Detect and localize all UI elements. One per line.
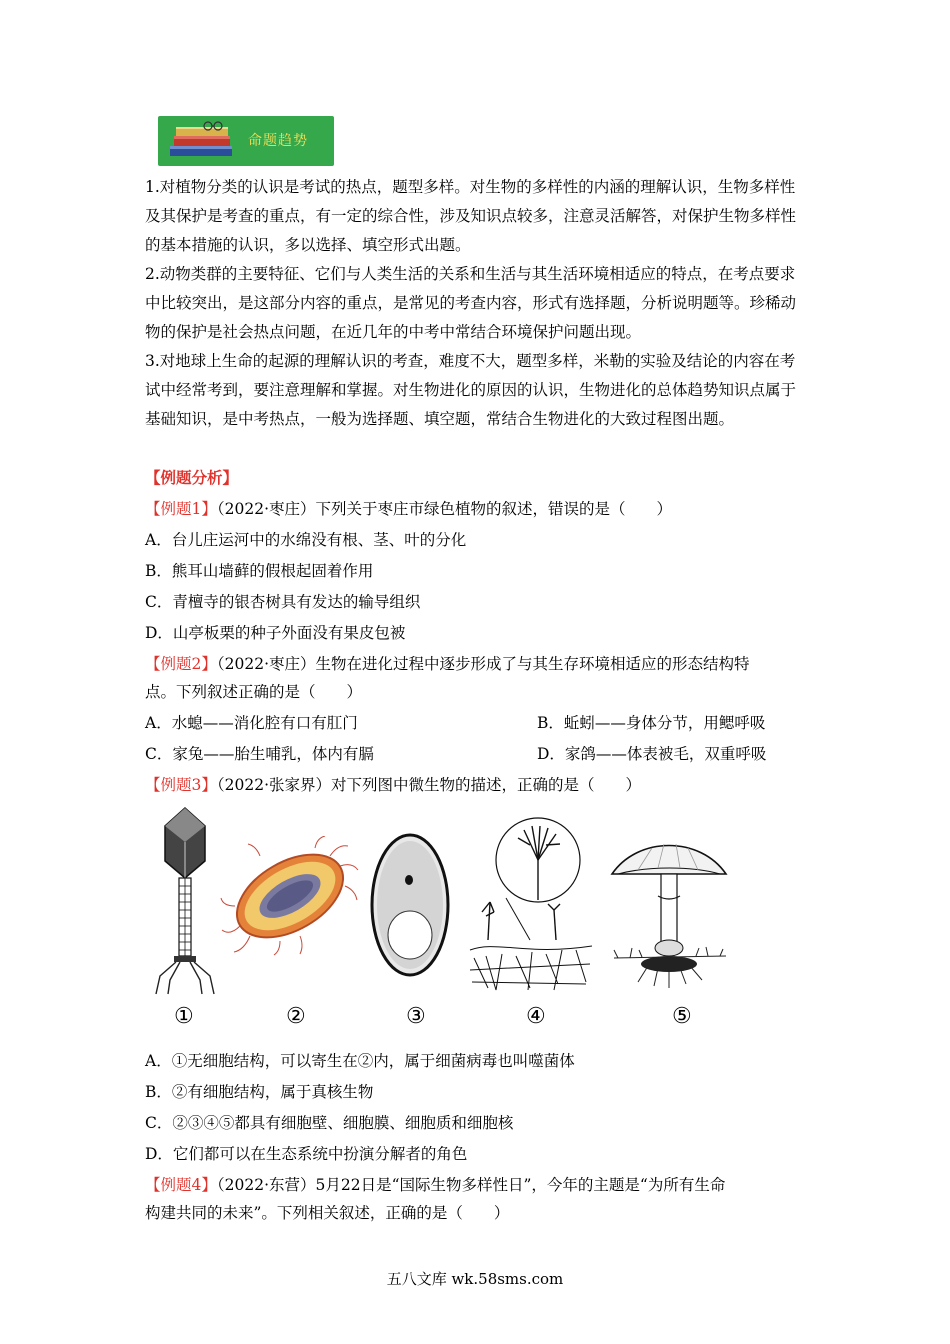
question-1-option-b: B．熊耳山墙藓的假根起固着作用: [145, 562, 374, 580]
mold-image: [466, 800, 596, 996]
question-4-text-line2: 构建共同的未来”。下列相关叙述，正确的是（ ）: [145, 1204, 510, 1222]
question-2-text-line1: （2022·枣庄）生物在进化过程中逐步形成了与其生存环境相适应的形态结构特: [216, 655, 750, 673]
question-3-option-b: B．②有细胞结构，属于真核生物: [145, 1083, 374, 1101]
trend-paragraph-3: 3.对地球上生命的起源的理解认识的考查，难度不大，题型多样，米勒的实验及结论的内容在考试中经常考到，要注意理解和掌握。对生物进化的原因的认识，生物进化的总体趋势知识点属于基础知识，是中考热点，一般为选择题、填空题，常结合生物进化的大致过程图出题。: [145, 352, 797, 428]
bacterium-image: [220, 836, 360, 956]
question-4-tag: 【例题4】: [145, 1176, 217, 1194]
question-1-text: （2022·枣庄）下列关于枣庄市绿色植物的叙述，错误的是（ ）: [216, 500, 673, 518]
figure-label-1: ①: [174, 1004, 194, 1029]
figure-label-3: ③: [406, 1004, 426, 1029]
question-3-stem: [145, 773, 641, 795]
figure-label-4: ④: [526, 1004, 546, 1029]
question-4-text-line1: （2022·东营）5月22日是“国际生物多样性日”，今年的主题是“为所有生命: [216, 1176, 726, 1194]
microorganism-figures: [140, 800, 740, 1040]
question-4-stem: [145, 1173, 725, 1195]
question-3-tag: 【例题3】: [145, 776, 217, 794]
question-1-option-d: D．山亭板栗的种子外面没有果皮包被: [145, 624, 406, 642]
trend-banner: [158, 116, 334, 166]
trend-paragraph-2: 2.动物类群的主要特征、它们与人类生活的关系和生活与其生活环境相适应的特点，在考点要求中比较突出，是这部分内容的重点，是常见的考查内容，形式有选择题，分析说明题等。珍稀动物的保护是社会热点问题，在近几年的中考中常结合环境保护问题出现。: [145, 265, 797, 341]
question-1-tag: 【例题1】: [145, 500, 217, 518]
trend-paragraph-1: 1.对植物分类的认识是考试的热点，题型多样。对生物的多样性的内涵的理解认识，生物多样性及其保护是考查的重点，有一定的综合性，涉及知识点较多，注意灵活解答，对保护生物多样性的基本措施的认识，多以选择、填空形式出题。: [145, 178, 797, 254]
question-1-option-a: A．台儿庄运河中的水绵没有根、茎、叶的分化: [145, 531, 467, 549]
question-1-option-c: C．青檀寺的银杏树具有发达的输导组织: [145, 593, 421, 611]
page-footer: 五八文库 wk.58sms.com: [386, 1270, 564, 1288]
figure-label-5: ⑤: [672, 1004, 692, 1029]
question-2-stem: [145, 652, 750, 674]
question-2-option-a: A．水螅——消化腔有口有肛门: [145, 714, 358, 732]
question-1-stem: [145, 497, 672, 519]
figure-label-2: ②: [286, 1004, 306, 1029]
question-3-option-d: D．它们都可以在生态系统中扮演分解者的角色: [145, 1145, 468, 1163]
question-2-option-b: B．蚯蚓——身体分节，用鳃呼吸: [537, 714, 766, 732]
yeast-cell-image: [368, 830, 452, 980]
question-2-tag: 【例题2】: [145, 655, 217, 673]
question-2-text-line2: 点。下列叙述正确的是（ ）: [145, 683, 363, 701]
question-3-option-a: A．①无细胞结构，可以寄生在②内，属于细菌病毒也叫噬菌体: [145, 1052, 575, 1070]
books-icon: [166, 120, 244, 162]
question-2-option-c: C．家兔——胎生哺乳，体内有膈: [145, 745, 374, 763]
question-3-option-c: C．②③④⑤都具有细胞壁、细胞膜、细胞质和细胞核: [145, 1114, 514, 1132]
banner-label: 命题趋势: [248, 133, 308, 149]
question-3-text: （2022·张家界）对下列图中微生物的描述，正确的是（ ）: [216, 776, 642, 794]
bacteriophage-image: [150, 806, 220, 996]
section-title: 【例题分析】: [145, 468, 239, 487]
question-2-option-d: D．家鸽——体表被毛，双重呼吸: [537, 745, 767, 763]
mushroom-image: [608, 830, 730, 990]
